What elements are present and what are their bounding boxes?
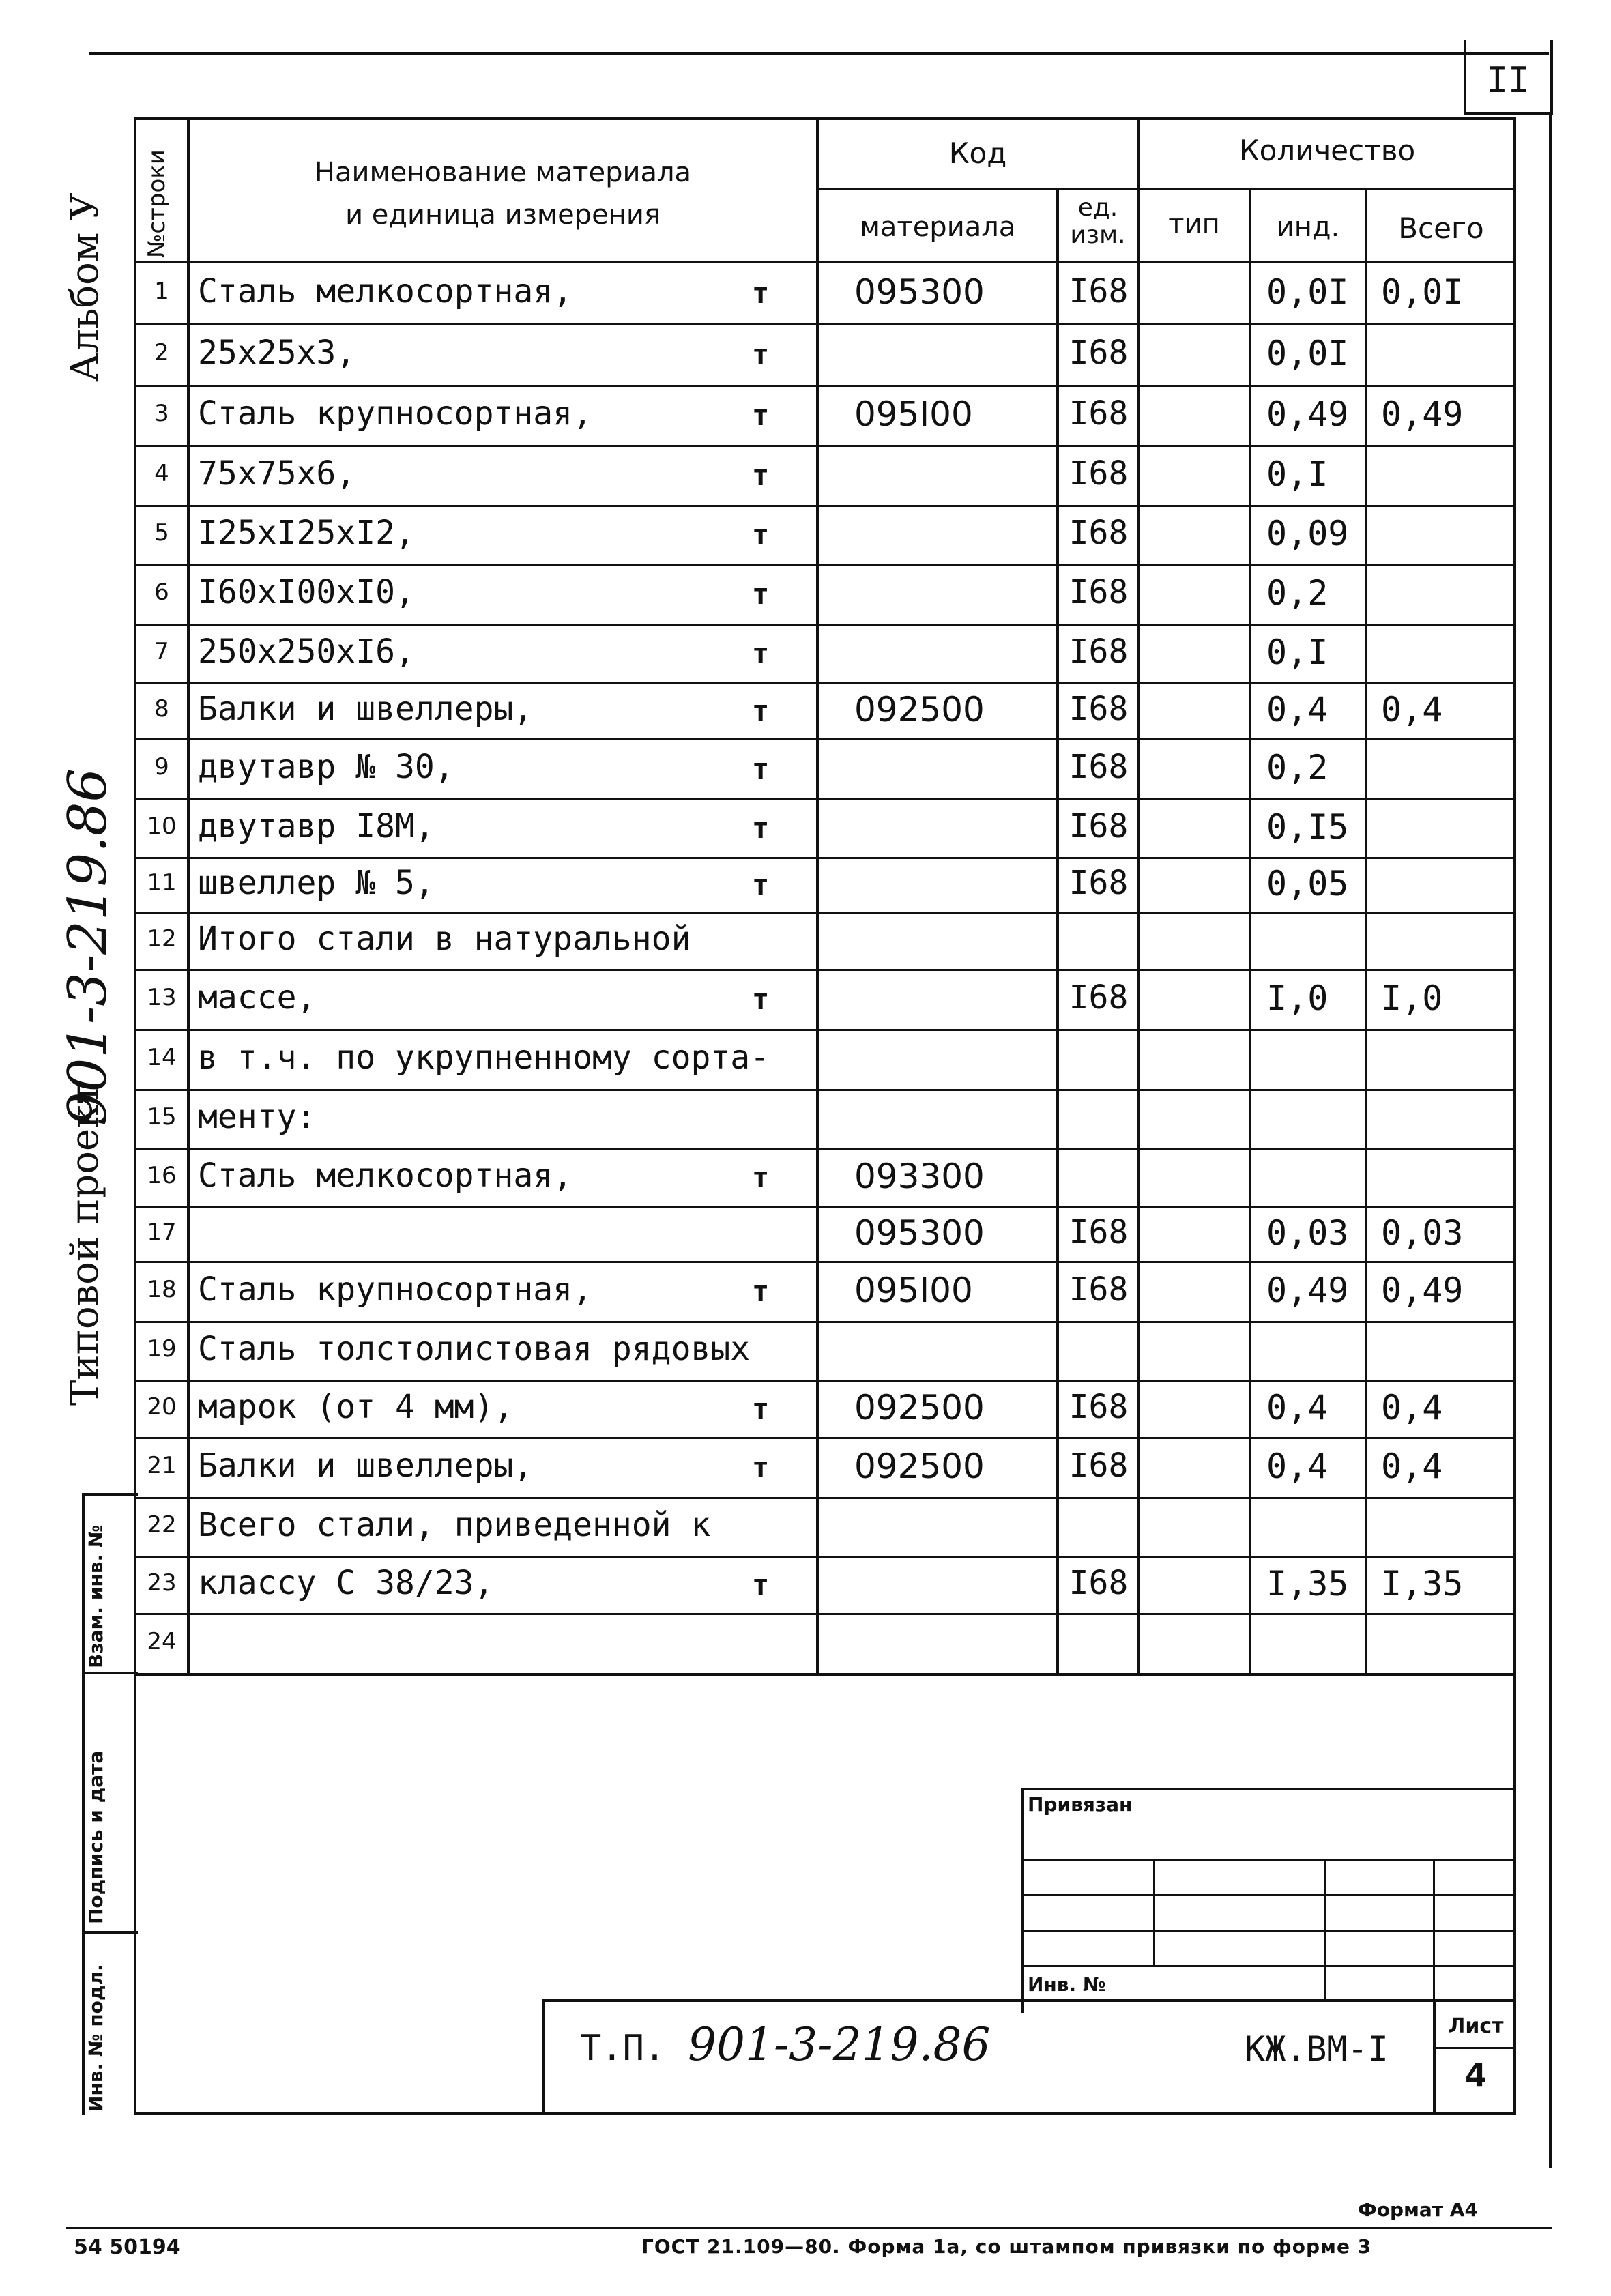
quantity-total: I,0 — [1381, 978, 1443, 1018]
material-unit: т — [752, 1392, 770, 1425]
quantity-ind: 0,4 — [1266, 1388, 1329, 1427]
unit-code: I68 — [1069, 633, 1129, 671]
stamp-grid-row-1 — [1021, 1859, 1516, 1861]
header-material: материала — [859, 212, 1016, 243]
row-number: 19 — [147, 1335, 177, 1363]
quantity-ind: 0,03 — [1266, 1213, 1349, 1253]
sheet-number: 4 — [1464, 2057, 1487, 2093]
frame-right-outer — [1549, 115, 1552, 2168]
frame-bottom — [134, 2112, 1516, 2115]
quantity-ind: 0,I — [1266, 454, 1329, 494]
material-unit: т — [752, 1275, 770, 1308]
material-name: Сталь мелкосортная, — [198, 272, 573, 310]
row-separator — [134, 1321, 1515, 1323]
header-total: Всего — [1398, 212, 1484, 245]
row-number: 10 — [147, 813, 177, 840]
quantity-ind: 0,I — [1266, 633, 1329, 672]
project-code-vertical: 901-3-219.86 — [57, 768, 119, 1126]
row-separator — [134, 1437, 1515, 1439]
header-subdivider — [816, 188, 1515, 190]
stamp-grid-col-3 — [1433, 1859, 1435, 2002]
row-separator — [134, 564, 1515, 566]
tp-code: 901-3-219.86 — [688, 2018, 991, 2071]
header-ind: инд. — [1276, 212, 1340, 243]
row-number: 3 — [154, 400, 169, 427]
unit-code: I68 — [1069, 573, 1129, 611]
stamp-grid-row-4 — [1021, 1965, 1516, 1967]
unit-code: I68 — [1069, 1447, 1129, 1485]
row-number: 16 — [147, 1162, 177, 1189]
stamp-signature-date: Подпись и дата — [85, 1750, 107, 1924]
unit-code: I68 — [1069, 1270, 1129, 1309]
material-code: 093300 — [854, 1157, 985, 1196]
row-separator — [134, 738, 1515, 740]
row-separator — [134, 912, 1515, 914]
material-unit: т — [752, 459, 770, 492]
row-number: 1 — [154, 278, 169, 305]
unit-code: I68 — [1069, 394, 1129, 433]
material-code: 095I00 — [854, 394, 973, 434]
row-separator — [134, 798, 1515, 800]
material-name: Сталь крупносортная, — [198, 394, 592, 433]
corner-box-right — [1550, 40, 1553, 115]
row-separator — [134, 1613, 1515, 1615]
quantity-ind: 0,49 — [1266, 394, 1349, 434]
material-name: 25х25х3, — [198, 334, 356, 372]
unit-code: I68 — [1069, 864, 1129, 902]
header-unit-line2: изм. — [1070, 221, 1126, 249]
quantity-ind: 0,05 — [1266, 864, 1349, 903]
material-unit: т — [752, 577, 770, 611]
stamp-grid-col-2 — [1324, 1859, 1326, 2002]
material-name: Балки и швеллеры, — [198, 1447, 534, 1485]
material-unit: т — [752, 398, 770, 432]
stamp-grid-row-2 — [1021, 1894, 1516, 1896]
material-unit: т — [752, 518, 770, 551]
unit-code: I68 — [1069, 454, 1129, 493]
row-separator — [134, 1261, 1515, 1263]
row-number: 20 — [147, 1393, 177, 1421]
quantity-total: 0,49 — [1381, 1270, 1464, 1310]
col-line-rownum — [187, 117, 190, 1674]
material-unit: т — [752, 752, 770, 785]
footer-line — [66, 2227, 1552, 2229]
material-name: швеллер № 5, — [198, 864, 435, 902]
unit-code: I68 — [1069, 807, 1129, 845]
unit-code: I68 — [1069, 1564, 1129, 1602]
unit-code: I68 — [1069, 978, 1129, 1017]
material-unit: т — [752, 868, 770, 901]
tp-label: Т.П. — [580, 2028, 666, 2069]
quantity-total: 0,03 — [1381, 1213, 1464, 1253]
material-name: менту: — [198, 1098, 317, 1136]
unit-code: I68 — [1069, 272, 1129, 310]
row-number: 5 — [154, 519, 169, 547]
header-name-line1: Наименование материала — [314, 157, 692, 188]
footer-standard: ГОСТ 21.109—80. Форма 1а, со штампом привязки по форме 3 — [641, 2235, 1372, 2258]
sheet-box-divider — [1433, 2047, 1516, 2049]
material-unit: т — [752, 276, 770, 310]
quantity-total: 0,0I — [1381, 272, 1464, 312]
material-name: двутавр № 30, — [198, 748, 454, 786]
row-separator — [134, 1380, 1515, 1382]
row-separator — [134, 1148, 1515, 1150]
stamp-inv-orig: Инв. № подл. — [85, 1964, 107, 2112]
stamp-strip-div-2 — [82, 1931, 138, 1934]
row-number: 18 — [147, 1276, 177, 1303]
table-bottom — [134, 1673, 1515, 1676]
unit-code: I68 — [1069, 514, 1129, 552]
stamp-inv-no-label: Инв. № — [1028, 1973, 1106, 1996]
row-separator — [134, 1556, 1515, 1558]
material-name: Итого стали в натуральной — [198, 920, 691, 958]
row-separator — [134, 1089, 1515, 1091]
header-row-number: №строки — [143, 149, 171, 258]
row-separator — [134, 385, 1515, 387]
material-unit: т — [752, 1451, 770, 1484]
stamp-strip-div-1 — [82, 1672, 138, 1674]
quantity-total: 0,4 — [1381, 690, 1443, 729]
album-label: Альбом У — [63, 192, 107, 382]
header-code: Код — [948, 136, 1007, 170]
row-separator — [134, 1029, 1515, 1031]
frame-right-inner — [1513, 117, 1516, 2115]
row-separator — [134, 682, 1515, 684]
corner-box-bottom — [1464, 112, 1553, 115]
header-type: тип — [1168, 209, 1220, 240]
material-name: Всего стали, приведенной к — [198, 1506, 711, 1544]
table-top — [134, 117, 1515, 120]
unit-code: I68 — [1069, 748, 1129, 786]
row-number: 13 — [147, 984, 177, 1011]
quantity-ind: 0,0I — [1266, 334, 1349, 373]
quantity-ind: 0,0I — [1266, 272, 1349, 312]
header-name-line2: и единица измерения — [345, 199, 661, 231]
quantity-ind: 0,4 — [1266, 1447, 1329, 1486]
row-number: 22 — [147, 1511, 177, 1539]
row-number: 23 — [147, 1569, 177, 1597]
material-unit: т — [752, 694, 770, 727]
material-code: 095I00 — [854, 1270, 973, 1310]
unit-code: I68 — [1069, 1388, 1129, 1426]
material-code: 092500 — [854, 1447, 985, 1486]
material-code: 092500 — [854, 1388, 985, 1427]
row-number: 17 — [147, 1219, 177, 1246]
top-border-line — [89, 52, 1549, 55]
material-name: Сталь крупносортная, — [198, 1270, 592, 1309]
header-quantity: Количество — [1238, 134, 1416, 167]
material-unit: т — [752, 637, 770, 670]
material-name: 75х75х6, — [198, 454, 356, 493]
row-separator — [134, 857, 1515, 859]
material-name: 250х250хI6, — [198, 633, 415, 671]
col-line-ind — [1365, 188, 1367, 1674]
quantity-ind: 0,09 — [1266, 514, 1349, 553]
material-unit: т — [752, 338, 770, 371]
material-unit: т — [752, 983, 770, 1016]
row-number: 4 — [154, 460, 169, 487]
material-code: 095300 — [854, 1213, 985, 1253]
row-number: 24 — [147, 1628, 177, 1655]
quantity-total: 0,4 — [1381, 1447, 1443, 1486]
material-name: Сталь мелкосортная, — [198, 1157, 573, 1195]
material-name: двутавр I8М, — [198, 807, 435, 845]
material-unit: т — [752, 1568, 770, 1601]
material-name: массе, — [198, 978, 317, 1017]
stamp-grid-row-3 — [1021, 1930, 1516, 1932]
row-separator — [134, 445, 1515, 447]
stamp-bound-label: Привязан — [1028, 1793, 1133, 1816]
quantity-ind: I,0 — [1266, 978, 1329, 1018]
stamp-replace-inv: Взам. инв. № — [85, 1524, 107, 1668]
header-unit-line1: ед. — [1077, 194, 1118, 222]
material-name: I60хI00хI0, — [198, 573, 415, 611]
unit-code: I68 — [1069, 690, 1129, 728]
col-line-type — [1249, 188, 1251, 1674]
corner-sheet-number: II — [1486, 60, 1530, 101]
project-type-label: Типовой проект — [63, 1083, 107, 1406]
material-name: Балки и швеллеры, — [198, 690, 534, 728]
format-label: Формат А4 — [1358, 2198, 1478, 2221]
col-line-name — [816, 117, 819, 1674]
quantity-ind: 0,I5 — [1266, 807, 1349, 847]
row-number: 7 — [154, 638, 169, 665]
quantity-total: I,35 — [1381, 1564, 1464, 1603]
row-number: 14 — [147, 1044, 177, 1071]
quantity-ind: 0,49 — [1266, 1270, 1349, 1310]
stamp-strip-top — [82, 1493, 138, 1496]
unit-code: I68 — [1069, 1213, 1129, 1251]
row-separator — [134, 1206, 1515, 1208]
material-code: 092500 — [854, 690, 985, 729]
row-separator — [134, 1497, 1515, 1499]
row-separator — [134, 323, 1515, 325]
material-name: классу С 38/23, — [198, 1564, 494, 1602]
row-separator — [134, 505, 1515, 507]
quantity-ind: 0,2 — [1266, 748, 1329, 787]
footer-archive-code: 54 50194 — [74, 2235, 181, 2259]
row-number: 11 — [147, 869, 177, 897]
row-number: 21 — [147, 1452, 177, 1479]
unit-code: I68 — [1069, 334, 1129, 372]
quantity-total: 0,4 — [1381, 1388, 1443, 1427]
quantity-ind: 0,4 — [1266, 690, 1329, 729]
material-unit: т — [752, 811, 770, 845]
material-name: I25хI25хI2, — [198, 514, 415, 552]
header-bottom — [134, 261, 1515, 263]
stamp-grid-col-1 — [1153, 1859, 1155, 1965]
material-name: Сталь толстолистовая рядовых — [198, 1330, 751, 1368]
row-number: 6 — [154, 579, 169, 606]
material-name: в т.ч. по укрупненному сорта- — [198, 1038, 770, 1077]
doc-code: КЖ.ВМ-I — [1245, 2029, 1389, 2069]
stamp-bound-top — [1021, 1788, 1516, 1790]
sheet-label: Лист — [1448, 2014, 1504, 2038]
quantity-ind: 0,2 — [1266, 573, 1329, 613]
title-block-top — [542, 1999, 1516, 2002]
material-name: марок (от 4 мм), — [198, 1388, 514, 1426]
title-block-left — [542, 1999, 545, 2115]
quantity-ind: I,35 — [1266, 1564, 1349, 1603]
row-number: 9 — [154, 753, 169, 781]
stamp-bound-left — [1021, 1788, 1024, 2013]
quantity-total: 0,49 — [1381, 394, 1464, 434]
material-code: 095300 — [854, 272, 985, 312]
row-separator — [134, 624, 1515, 626]
row-number: 2 — [154, 339, 169, 366]
material-unit: т — [752, 1161, 770, 1194]
row-number: 15 — [147, 1103, 177, 1131]
row-number: 8 — [154, 695, 169, 723]
row-separator — [134, 969, 1515, 971]
row-number: 12 — [147, 925, 177, 953]
